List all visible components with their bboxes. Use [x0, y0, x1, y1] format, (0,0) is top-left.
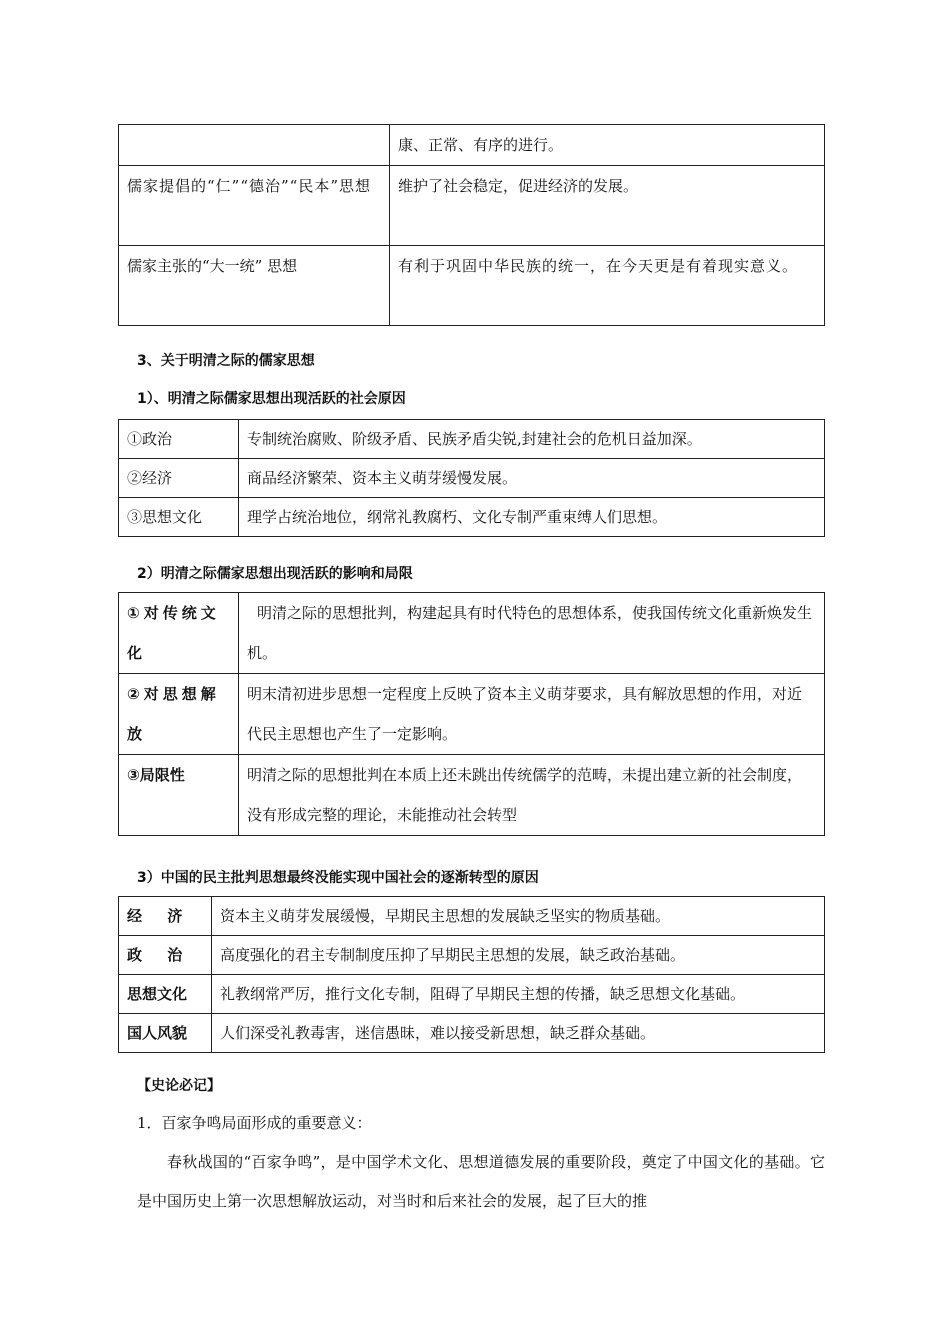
table-row	[119, 936, 825, 975]
subsection-heading: 2）明清之际儒家思想出现活跃的影响和局限	[137, 566, 413, 582]
transformation-failure-table	[118, 896, 825, 1053]
table-cell: 康、正常、有序的进行。	[390, 125, 825, 166]
table-label: 政 治	[119, 936, 212, 975]
table-cell: 明末清初进步思想一定程度上反映了资本主义萌芽要求，具有解放思想的作用，对近代民主思想也产生了一定影响。	[239, 674, 825, 755]
table-row	[119, 593, 825, 674]
table-row	[119, 420, 825, 459]
table-cell: 商品经济繁荣、资本主义萌芽缓慢发展。	[239, 459, 825, 498]
table-cell: 明清之际的思想批判在本质上还未跳出传统儒学的范畴，未提出建立新的社会制度，没有形成完整的理论，未能推动社会转型	[239, 755, 825, 836]
table-label: 思想文化	[119, 975, 212, 1014]
table-cell: 有利于巩固中华民族的统一，在今天更是有着现实意义。	[390, 246, 825, 326]
table-row	[119, 975, 825, 1014]
table-row	[119, 897, 825, 936]
table-cell: 高度强化的君主专制制度压抑了早期民主思想的发展，缺乏政治基础。	[212, 936, 825, 975]
table-cell: 明清之际的思想批判，构建起具有时代特色的思想体系，使我国传统文化重新焕发生机。	[239, 593, 825, 674]
table-cell: 理学占统治地位，纲常礼教腐朽、文化专制严重束缚人们思想。	[239, 498, 825, 537]
notes-item-1: 1．百家争鸣局面形成的重要意义：	[137, 1114, 372, 1132]
table-row	[119, 674, 825, 755]
table-row	[119, 459, 825, 498]
social-causes-table	[118, 419, 825, 537]
table-cell: 人们深受礼教毒害，迷信愚昧，难以接受新思想，缺乏群众基础。	[212, 1014, 825, 1053]
table-row	[119, 166, 825, 246]
ideas-effects-table	[118, 124, 825, 326]
table-label: ②经济	[119, 459, 239, 498]
table-row	[119, 246, 825, 326]
table-cell	[119, 125, 390, 166]
table-row	[119, 1014, 825, 1053]
notes-paragraph: 春秋战国的“百家争鸣”，是中国学术文化、思想道德发展的重要阶段，奠定了中国文化的基础。它是中国历史上第一次思想解放运动，对当时和后来社会的发展，起了巨大的推	[137, 1153, 825, 1210]
table-label: ③局限性	[119, 755, 239, 836]
notes-title: 【史论必记】	[137, 1078, 221, 1094]
table-label: 国人风貌	[119, 1014, 212, 1053]
table-row	[119, 755, 825, 836]
subsection-heading: 1）、明清之际儒家思想出现活跃的社会原因	[137, 391, 406, 407]
table-label: 经 济	[119, 897, 212, 936]
subsection-heading: 3）中国的民主批判思想最终没能实现中国社会的逐渐转型的原因	[137, 870, 539, 886]
influence-limits-table	[118, 592, 825, 836]
section-heading: 3、关于明清之际的儒家思想	[137, 353, 315, 369]
table-label: ①政治	[119, 420, 239, 459]
table-label: ③思想文化	[119, 498, 239, 537]
table-cell: 专制统治腐败、阶级矛盾、民族矛盾尖锐,封建社会的危机日益加深。	[239, 420, 825, 459]
table-label: ①对传统文化	[119, 593, 239, 674]
table-cell: 儒家提倡的“仁”“德治”“民本”思想	[119, 166, 390, 246]
table-row	[119, 125, 825, 166]
table-cell: 礼教纲常严厉，推行文化专制，阻碍了早期民主想的传播，缺乏思想文化基础。	[212, 975, 825, 1014]
table-cell: 维护了社会稳定，促进经济的发展。	[390, 166, 825, 246]
table-cell: 资本主义萌芽发展缓慢，早期民主思想的发展缺乏坚实的物质基础。	[212, 897, 825, 936]
table-row	[119, 498, 825, 537]
table-label: ②对思想解放	[119, 674, 239, 755]
table-cell: 儒家主张的“大一统” 思想	[119, 246, 390, 326]
